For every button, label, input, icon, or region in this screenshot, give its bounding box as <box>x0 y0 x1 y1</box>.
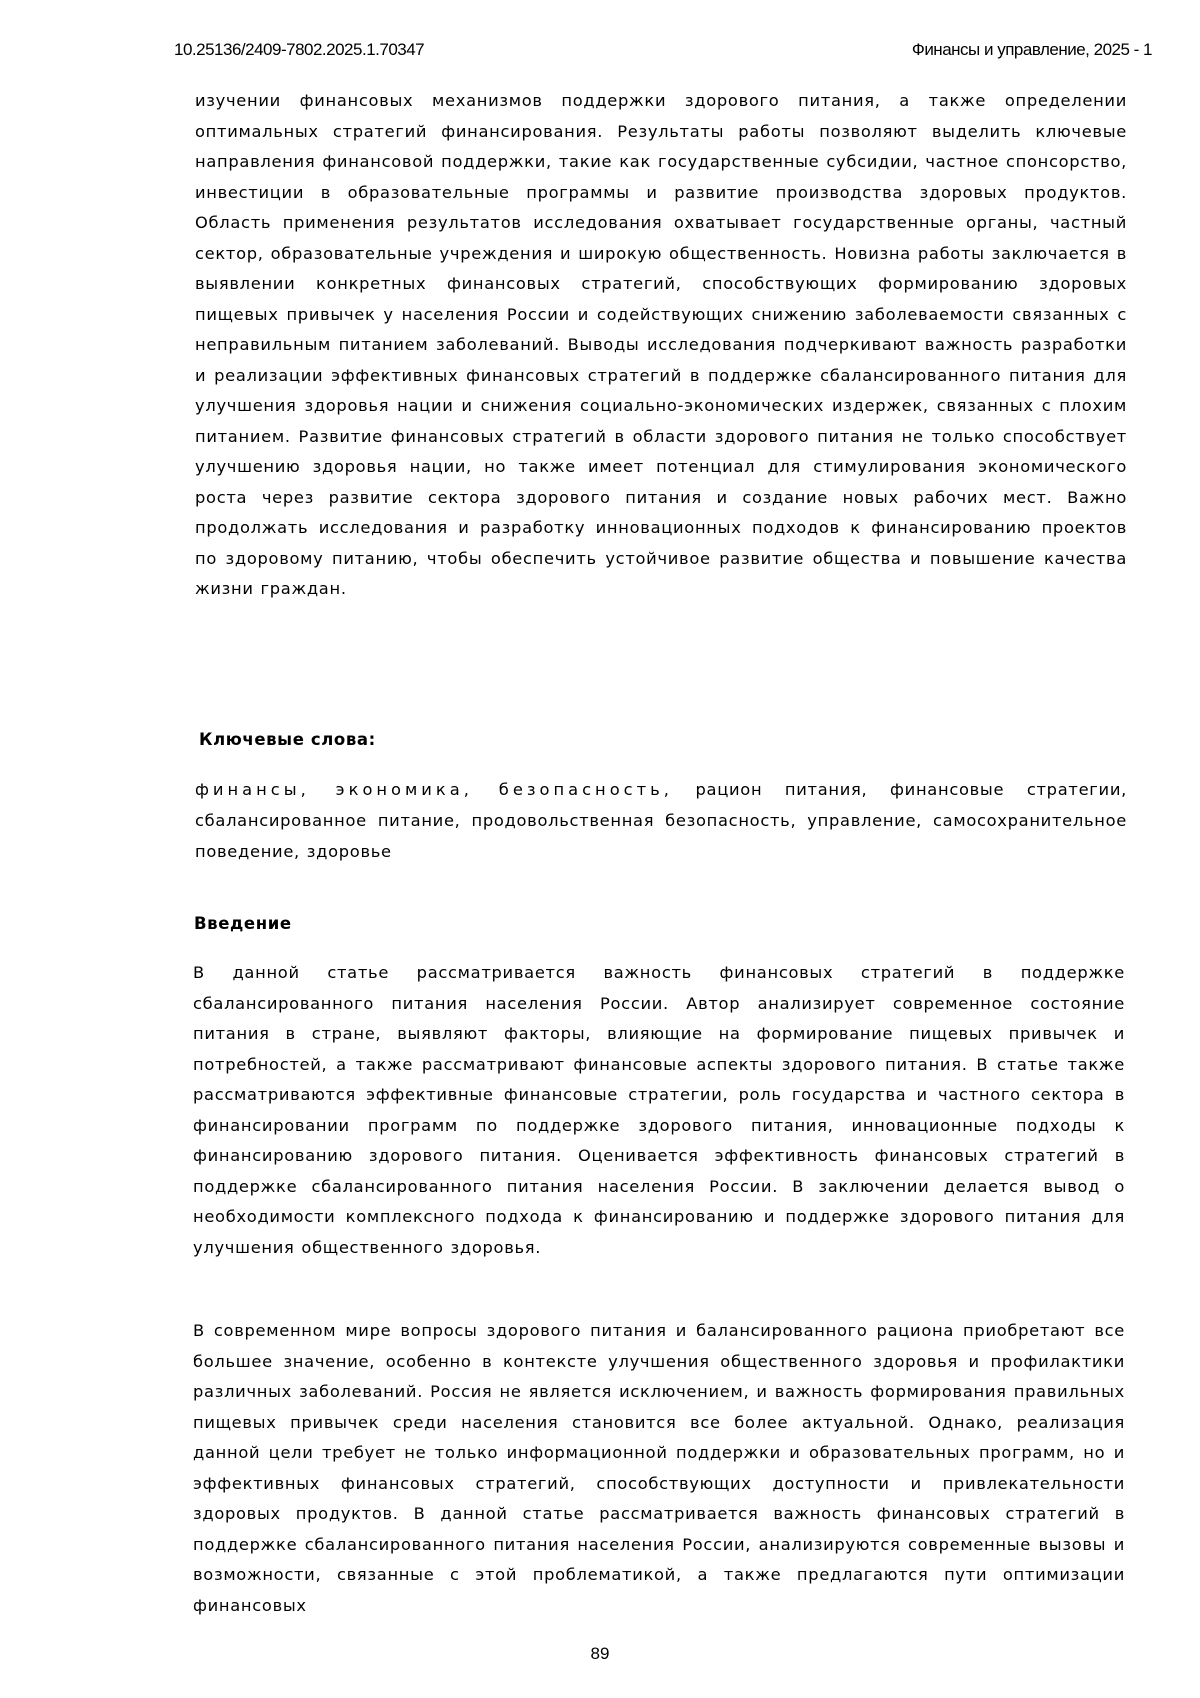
introduction-paragraph-2 <box>193 1316 1125 1621</box>
keywords-rest: рацион питания, финансовые стратегии, сбалансированное питание, продовольственная безопасность, управление, самосохранительное поведение, здоровье <box>195 780 1127 861</box>
doi-text: 10.25136/2409-7802.2025.1.70347 <box>174 40 425 59</box>
page-number: 89 <box>590 1644 610 1663</box>
running-header <box>174 36 1152 64</box>
keywords-list <box>195 774 1127 867</box>
abstract-section <box>195 86 1127 605</box>
keywords-lead: финансы, экономика, безопасность, <box>195 780 673 799</box>
introduction-paragraph-1 <box>193 958 1125 1263</box>
introduction-heading: Введение <box>194 914 292 933</box>
keywords-section <box>195 774 1127 867</box>
journal-title: Финансы и управление, 2025 - 1 <box>911 40 1152 59</box>
abstract-paragraph: изучении финансовых механизмов поддержки здорового питания, а также определении оптимальных стратегий финансирования. Результаты работы позволяют выделить ключевые направления финансовой поддержки, такие как государственные субсидии, частное спонсорство, инвестиции в образовательные программы и развитие производства здоровых продуктов. Область применения результатов исследования охватывает государственные органы, частный сектор, образовательные учреждения и широкую общественность. Новизна работы заключается в выявлении конкретных финансовых стратегий, способствующих формированию здоровых пищевых привычек у населения России и содействующих снижению заболеваемости связанных с неправильным питанием заболеваний. Выводы исследования подчеркивают важность разработки и реализации эффективных финансовых стратегий в поддержке сбалансированного питания для улучшения здоровья нации и снижения социально-экономических издержек, связанных с плохим питанием. Развитие финансовых стратегий в области здорового питания не только способствует улучшению здоровья нации, но также имеет потенциал для стимулирования экономического роста через развитие сектора здорового питания и создание новых рабочих мест. Важно продолжать исследования и разработку инновационных подходов к финансированию проектов по здоровому питанию, чтобы обеспечить устойчивое развитие общества и повышение качества жизни граждан. <box>195 91 1127 598</box>
keywords-heading: Ключевые слова: <box>199 730 376 749</box>
paragraph-text: В данной статье рассматривается важность финансовых стратегий в поддержке сбалансированного питания населения России. Автор анализирует современное состояние питания в стране, выявляют факторы, влияющие на формирование пищевых привычек и потребностей, а также рассматривают финансовые аспекты здорового питания. В статье также рассматриваются эффективные финансовые стратегии, роль государства и частного сектора в финансировании программ по поддержке здорового питания, инновационные подходы к финансированию здорового питания. Оценивается эффективность финансовых стратегий в поддержке сбалансированного питания населения России. В заключении делается вывод о необходимости комплексного подхода к финансированию и поддержке здорового питания для улучшения общественного здоровья. <box>193 963 1125 1257</box>
paragraph-text: В современном мире вопросы здорового питания и балансированного рациона приобретают все большее значение, особенно в контексте улучшения общественного здоровья и профилактики различных заболеваний. Россия не является исключением, и важность формирования правильных пищевых привычек среди населения становится все более актуальной. Однако, реализация данной цели требует не только информационной поддержки и образовательных программ, но и эффективных финансовых стратегий, способствующих доступности и привлекательности здоровых продуктов. В данной статье рассматривается важность финансовых стратегий в поддержке сбалансированного питания населения России, анализируются современные вызовы и возможности, связанные с этой проблематикой, а также предлагаются пути оптимизации финансовых <box>193 1321 1125 1615</box>
